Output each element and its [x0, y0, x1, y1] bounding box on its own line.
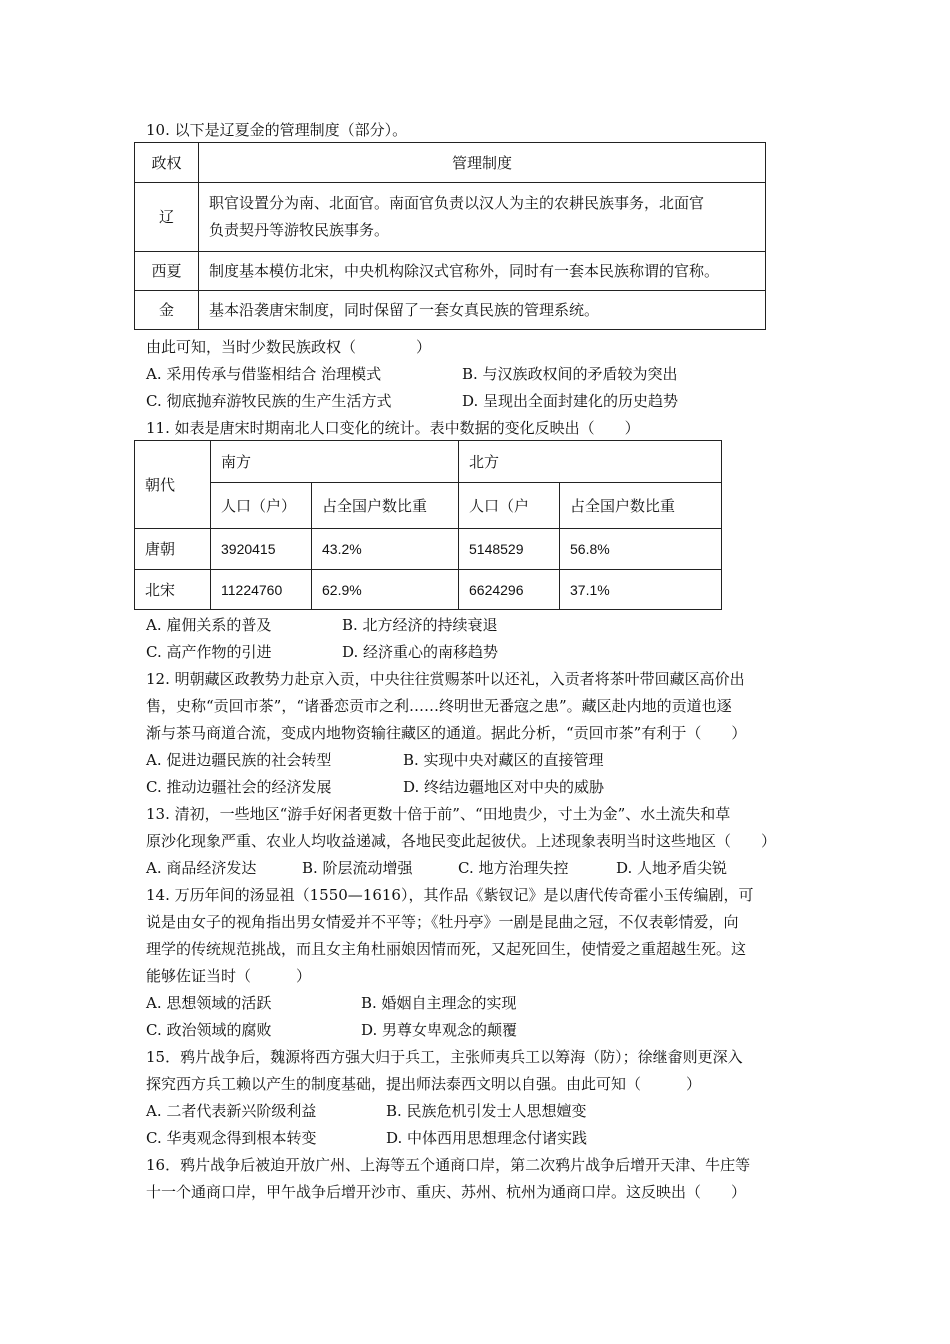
q11-north-pop-header: 人口（户 — [459, 483, 560, 529]
q10-option-d: D. 呈现出全面封建化的历史趋势 — [462, 392, 679, 410]
q13-option-b: B. 阶层流动增强 — [302, 859, 413, 877]
q11-dynasty-cell: 北宋 — [135, 570, 211, 610]
q10-option-c: C. 彻底抛弃游牧民族的生产生活方式 — [146, 392, 392, 410]
q14-line: 14. 万历年间的汤显祖（1550—1616），其作品《紫钗记》是以唐代传奇霍小玉传编剧，可 — [146, 886, 754, 904]
q10-system-xixia: 制度基本模仿北宋，中央机构除汉式官称外，同时有一套本民族称谓的官称。 — [199, 252, 766, 291]
q15-option-b: B. 民族危机引发士人思想嬗变 — [386, 1102, 587, 1120]
q12-option-a: A. 促进边疆民族的社会转型 — [146, 751, 332, 769]
q11-option-a: A. 雇佣关系的普及 — [146, 616, 272, 634]
q15-option-d: D. 中体西用思想理念付诸实践 — [386, 1129, 588, 1147]
q11-south-pop-cell: 11224760 — [211, 570, 312, 610]
q11-north-header: 北方 — [459, 441, 722, 483]
q14-option-b: B. 婚姻自主理念的实现 — [361, 994, 517, 1012]
q10-header-regime: 政权 — [135, 143, 199, 183]
q14-line: 能够佐证当时（ ） — [146, 967, 312, 985]
q12-option-b: B. 实现中央对藏区的直接管理 — [403, 751, 604, 769]
q11-south-ratio-cell: 43.2% — [312, 529, 459, 570]
q11-dynasty-header: 朝代 — [135, 441, 211, 529]
q10-system-liao: 职官设置分为南、北面官。南面官负责以汉人为主的农耕民族事务，北面官 负责契丹等游牧民族事务。 — [199, 183, 766, 252]
q11-stem: 11. 如表是唐宋时期南北人口变化的统计。表中数据的变化反映出（ ） — [146, 419, 640, 437]
q15-line: 探究西方兵工赖以产生的制度基础，提出师法泰西文明以自强。由此可知（ ） — [146, 1075, 702, 1093]
q11-north-ratio-header: 占全国户数比重 — [560, 483, 722, 529]
q13-line: 13. 清初，一些地区“游手好闲者更数十倍于前”、“田地贵少，寸土为金”、水土流失和草 — [146, 805, 731, 823]
q12-line: 渐与茶马商道合流，变成内地物资输往藏区的通道。据此分析，“贡回市茶”有利于（ ） — [146, 724, 747, 742]
q11-south-pop-header: 人口（户） — [211, 483, 312, 529]
q12-line: 12. 明朝藏区政教势力赴京入贡，中央往往赏赐茶叶以还礼，入贡者将茶叶带回藏区高价出 — [146, 670, 745, 688]
q11-north-pop-cell: 5148529 — [459, 529, 560, 570]
q10-regime-xixia: 西夏 — [135, 252, 199, 291]
q14-option-d: D. 男尊女卑观念的颠覆 — [361, 1021, 518, 1039]
q11-north-pop-cell: 6624296 — [459, 570, 560, 610]
q14-option-a: A. 思想领域的活跃 — [146, 994, 272, 1012]
q11-option-d: D. 经济重心的南移趋势 — [342, 643, 499, 661]
q10-stem: 10. 以下是辽夏金的管理制度（部分）。 — [146, 121, 408, 139]
q14-line: 理学的传统规范挑战，而且女主角杜丽娘因情而死，又起死回生，使情爱之重超越生死。这 — [146, 940, 747, 958]
q16-line: 16．鸦片战争后被迫开放广州、上海等五个通商口岸，第二次鸦片战争后增开天津、牛庄等 — [146, 1156, 751, 1174]
q10-option-b: B. 与汉族政权间的矛盾较为突出 — [462, 365, 678, 383]
q15-option-a: A. 二者代表新兴阶级利益 — [146, 1102, 317, 1120]
q10-header-system: 管理制度 — [199, 143, 766, 183]
q12-line: 售，史称“贡回市茶”，“诸番恋贡市之利……终明世无番寇之患”。藏区赴内地的贡道也逐 — [146, 697, 732, 715]
q11-south-header: 南方 — [211, 441, 459, 483]
q12-option-c: C. 推动边疆社会的经济发展 — [146, 778, 332, 796]
q15-line: 15．鸦片战争后，魏源将西方强大归于兵工，主张师夷兵工以筹海（防）；徐继畲则更深入 — [146, 1048, 743, 1066]
q12-option-d: D. 终结边疆地区对中央的威胁 — [403, 778, 605, 796]
q13-option-a: A. 商品经济发达 — [146, 859, 257, 877]
q11-south-pop-cell: 3920415 — [211, 529, 312, 570]
q13-line: 原沙化现象严重、农业人均收益递减，各地民变此起彼伏。上述现象表明当时这些地区（ ） — [146, 832, 777, 850]
q10-question: 由此可知，当时少数民族政权（ ） — [146, 338, 432, 356]
q13-option-c: C. 地方治理失控 — [458, 859, 569, 877]
table-row — [135, 570, 722, 610]
q14-option-c: C. 政治领域的腐败 — [146, 1021, 272, 1039]
q10-regime-jin: 金 — [135, 291, 199, 330]
q11-option-b: B. 北方经济的持续衰退 — [342, 616, 498, 634]
q11-option-c: C. 高产作物的引进 — [146, 643, 272, 661]
q10-regime-liao: 辽 — [135, 183, 199, 252]
q10-table — [134, 142, 766, 330]
q11-dynasty-cell: 唐朝 — [135, 529, 211, 570]
q10-option-a: A. 采用传承与借鉴相结合 治理模式 — [146, 365, 382, 383]
q13-option-d: D. 人地矛盾尖锐 — [616, 859, 728, 877]
q11-north-ratio-cell: 37.1% — [560, 570, 722, 610]
q11-north-ratio-cell: 56.8% — [560, 529, 722, 570]
q10-system-jin: 基本沿袭唐宋制度，同时保留了一套女真民族的管理系统。 — [199, 291, 766, 330]
q11-south-ratio-header: 占全国户数比重 — [312, 483, 459, 529]
q11-south-ratio-cell: 62.9% — [312, 570, 459, 610]
table-row — [135, 529, 722, 570]
q15-option-c: C. 华夷观念得到根本转变 — [146, 1129, 317, 1147]
q14-line: 说是由女子的视角指出男女情爱并不平等；《牡丹亭》一剧是昆曲之冠，不仅表彰情爱，向 — [146, 913, 739, 931]
q11-table — [134, 440, 722, 610]
q16-line: 十一个通商口岸，甲午战争后增开沙市、重庆、苏州、杭州为通商口岸。这反映出（ ） — [146, 1183, 747, 1201]
